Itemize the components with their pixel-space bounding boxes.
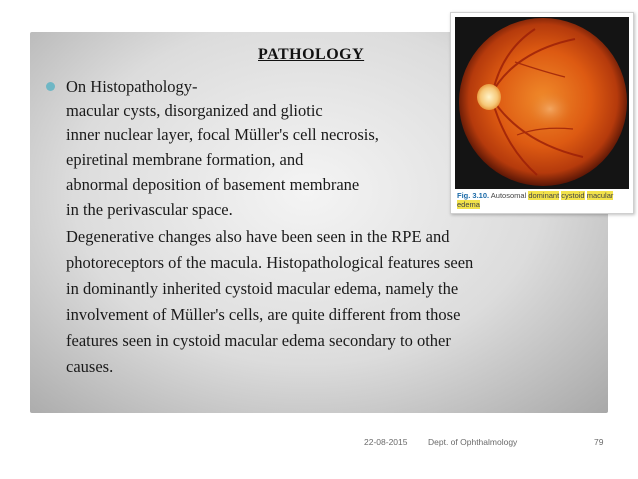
footer-page-number: 79 (594, 437, 604, 447)
body-line-6: Degenerative changes also have been seen in the RPE and (66, 227, 450, 246)
body-line-3: epiretinal membrane formation, and (66, 150, 304, 169)
caption-word: Autosomal (490, 191, 527, 200)
body-line-10: features seen in cystoid macular edema secondary to other (66, 331, 451, 350)
body-line-2: inner nuclear layer, focal Müller's cell necrosis, (66, 125, 379, 144)
heading-line: On Histopathology- (66, 77, 198, 96)
body-line-4: abnormal deposition of basement membrane (66, 175, 360, 194)
footer-date: 22-08-2015 (364, 437, 408, 447)
caption-label: Fig. 3.10. (457, 191, 490, 200)
caption-highlight: edema (457, 200, 480, 209)
caption-highlight: cystoid (561, 191, 585, 200)
caption-highlight: macular (586, 191, 614, 200)
body-line-7: photoreceptors of the macula. Histopathological features seen (66, 253, 474, 272)
bullet-icon (46, 82, 55, 91)
fundus-figure (450, 12, 634, 214)
slide-title: PATHOLOGY (258, 46, 365, 63)
fundus-photo (455, 17, 629, 189)
figure-caption (457, 191, 629, 209)
body-line-1: macular cysts, disorganized and gliotic (66, 101, 323, 120)
footer-dept: Dept. of Ophthalmology (428, 437, 518, 447)
caption-highlight: dominant (528, 191, 560, 200)
body-line-8: in dominantly inherited cystoid macular edema, namely the (66, 279, 459, 298)
retina-fundus-image (455, 17, 629, 189)
body-line-5: in the perivascular space. (66, 200, 233, 219)
body-line-11: causes. (66, 357, 114, 376)
body-line-9: involvement of Müller's cells, are quite different from those (66, 305, 461, 324)
